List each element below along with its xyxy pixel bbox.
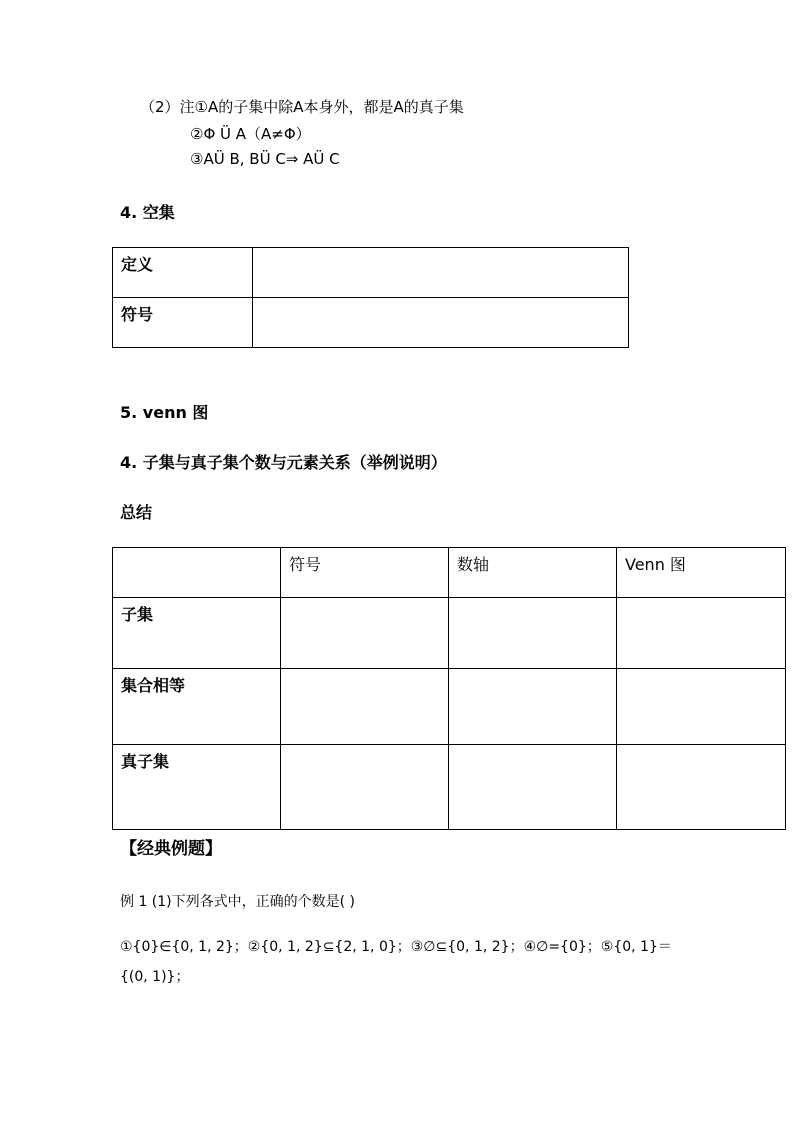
- table-row: [113, 745, 786, 830]
- table-cell: [281, 745, 449, 830]
- summary-table: [112, 547, 786, 830]
- table-cell: [617, 745, 786, 830]
- venn-heading: 5. venn 图: [120, 403, 209, 422]
- table-cell: [617, 598, 786, 669]
- table-row: [113, 598, 786, 669]
- row-label-symbol: 符号: [113, 298, 253, 348]
- table-cell: [281, 598, 449, 669]
- table-cell: [617, 669, 786, 745]
- row-label-set-equality: 集合相等: [113, 669, 281, 745]
- column-header-number-line: 数轴: [449, 548, 617, 598]
- table-header-row: [113, 548, 786, 598]
- summary-heading: 总结: [120, 503, 153, 522]
- empty-set-heading: 4. 空集: [120, 203, 175, 222]
- subset-count-heading: 4. 子集与真子集个数与元素关系（举例说明）: [120, 453, 447, 472]
- symbol-cell: [253, 298, 629, 348]
- table-cell: [449, 598, 617, 669]
- example-1-question: 例 1 (1)下列各式中，正确的个数是( ): [120, 894, 356, 910]
- table-row: [113, 669, 786, 745]
- table-cell: [449, 745, 617, 830]
- table-cell: [281, 669, 449, 745]
- row-label-subset: 子集: [113, 598, 281, 669]
- note-line-3: ③AÜ B, BÜ C⇒ AÜ C: [190, 150, 340, 168]
- empty-set-table: [112, 247, 629, 348]
- note-line-2: ②Φ Ü A（A≠Φ）: [190, 125, 311, 143]
- column-header-symbol: 符号: [281, 548, 449, 598]
- row-label-definition: 定义: [113, 248, 253, 298]
- table-row: [113, 298, 629, 348]
- row-label-proper-subset: 真子集: [113, 745, 281, 830]
- example-1-options-continued: {(0, 1)}；: [120, 969, 190, 985]
- definition-cell: [253, 248, 629, 298]
- column-header-empty: [113, 548, 281, 598]
- note-line-1: （2）注①A的子集中除A本身外，都是A的真子集: [140, 98, 464, 116]
- table-row: [113, 248, 629, 298]
- example-1-options: ①{0}∈{0, 1, 2}；②{0, 1, 2}⊆{2, 1, 0}；③∅⊆{0, 1, 2}；④∅={0}；⑤{0, 1}＝: [120, 939, 672, 955]
- column-header-venn: Venn 图: [617, 548, 786, 598]
- examples-heading: 【经典例题】: [120, 839, 222, 859]
- table-cell: [449, 669, 617, 745]
